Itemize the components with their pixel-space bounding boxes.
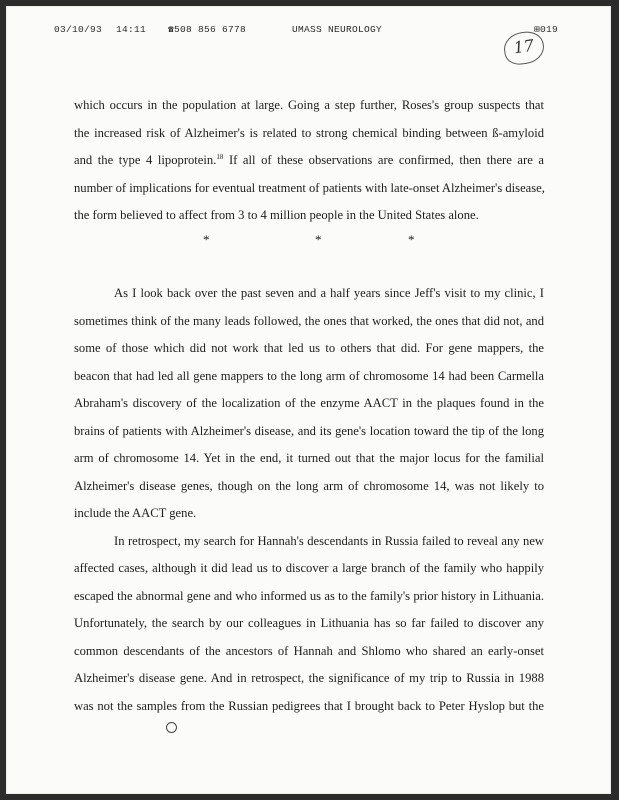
text-line: brains of patients with Alzheimer's disease, and its gene's location toward the tip of the long <box>74 423 544 438</box>
text-line: arm of chromosome 14. Yet in the end, it turned out that the major locus for the familial <box>74 451 544 465</box>
text-line-start: and the type 4 lipoprotein. <box>74 153 217 167</box>
text-line: beacon that had led all gene mappers to the long arm of chromosome 14 had been Carmella <box>74 368 544 383</box>
text-line <box>74 147 544 175</box>
text-line: was not the samples from the Russian pedigrees that I brought back to Peter Hyslop but the <box>74 698 544 713</box>
text-line: Alzheimer's disease genes, though on the long arm of chromosome 14, was not likely to <box>74 478 544 493</box>
text-line: Abraham's discovery of the localization of the enzyme AACT in the plaques found in the <box>74 396 544 410</box>
separator-star: * <box>315 231 322 247</box>
document-page <box>6 6 611 794</box>
fax-organization: UMASS NEUROLOGY <box>292 24 383 35</box>
fax-page-number: ⊞019 <box>534 24 559 35</box>
text-line: In retrospect, my search for Hannah's descendants in Russia failed to reveal any new <box>114 533 544 548</box>
fax-date: 03/10/93 <box>54 24 103 35</box>
text-line: Unfortunately, the search by our colleagues in Lithuania has so far failed to discover any <box>74 616 544 630</box>
text-line: include the AACT gene. <box>74 506 197 520</box>
separator-star: * <box>203 231 210 247</box>
section-separator <box>74 230 544 258</box>
text-line: which occurs in the population at large. Going a step further, Roses's group suspects that <box>74 98 544 112</box>
text-line: number of implications for eventual treatment of patients with late-onset Alzheimer's disease, <box>74 180 545 195</box>
fax-phone: ☎508 856 6778 <box>168 24 247 35</box>
fax-time: 14:11 <box>116 24 147 35</box>
footnote-marker: 18 <box>216 153 224 161</box>
handwritten-page-number: 17 <box>502 29 546 66</box>
paragraph-1 <box>74 92 544 230</box>
text-line: As I look back over the past seven and a half years since Jeff's visit to my clinic, I <box>114 286 544 300</box>
paragraph-3 <box>74 528 544 721</box>
text-line: escaped the abnormal gene and who informed us as to the family's prior history in Lithuania. <box>74 588 544 603</box>
paragraph-2 <box>74 280 544 528</box>
text-line: the form believed to affect from 3 to 4 million people in the United States alone. <box>74 208 479 222</box>
separator-star: * <box>408 231 415 247</box>
text-line: the increased risk of Alzheimer's is related to strong chemical binding between ß-amyloid <box>74 125 544 140</box>
text-line-rest: If all of these observations are confirmed, then there are a <box>223 153 544 167</box>
body-text <box>74 92 544 720</box>
text-line: common descendants of the ancestors of Hannah and Shlomo who shared an early-onset <box>74 643 544 658</box>
text-line: Alzheimer's disease gene. And in retrospect, the significance of my trip to Russia in 1988 <box>74 671 544 685</box>
punch-hole-mark <box>166 722 177 733</box>
text-line: affected cases, although it did lead us to discover a large branch of the family who happily <box>74 561 544 575</box>
text-line: some of those which did not work that led us to others that did. For gene mappers, the <box>74 341 544 355</box>
text-line: sometimes think of the many leads followed, the ones that worked, the ones that did not, and <box>74 313 544 328</box>
